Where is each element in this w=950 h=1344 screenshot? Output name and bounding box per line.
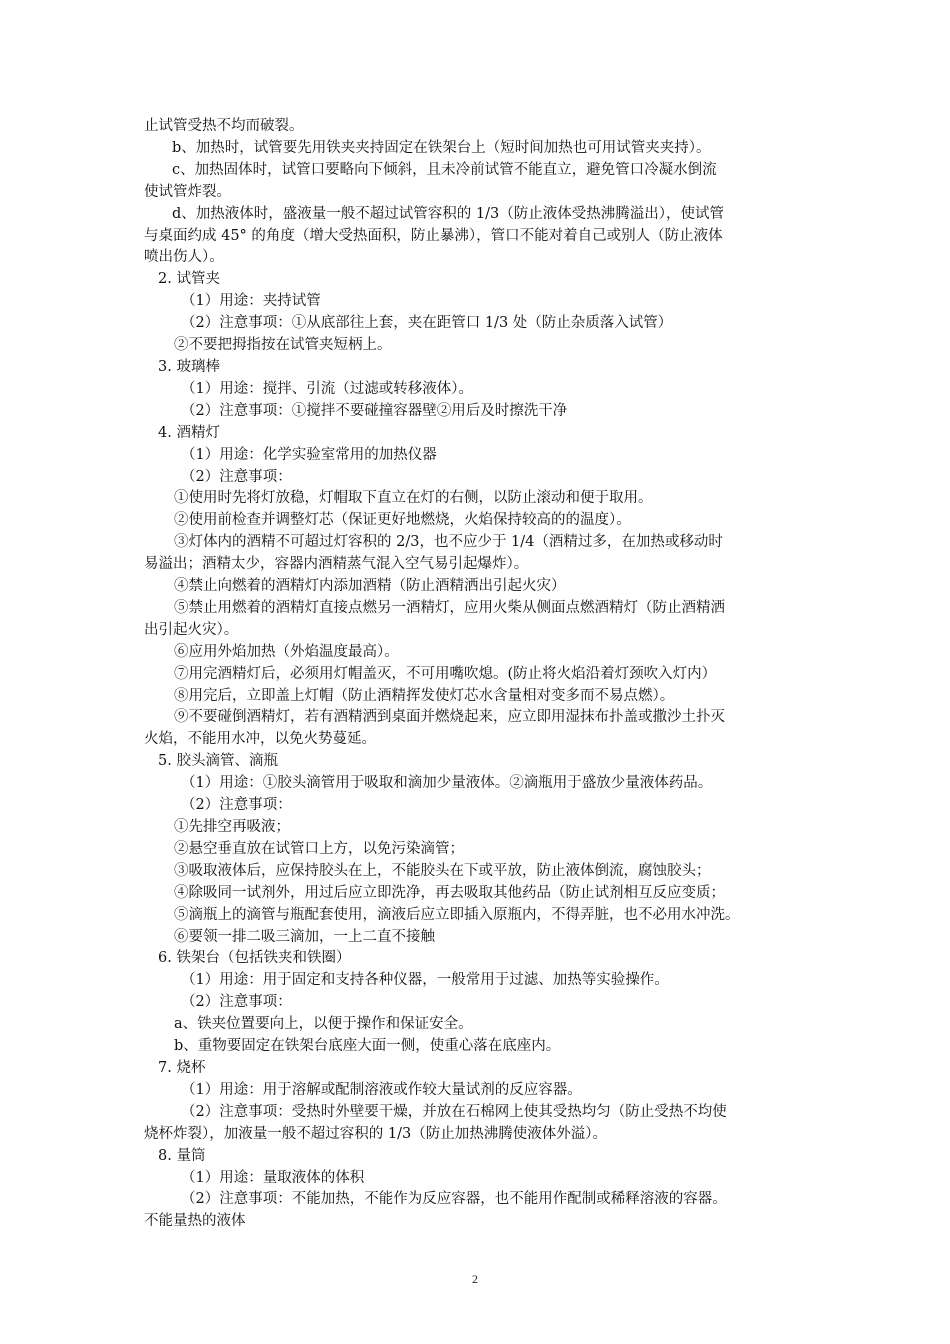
text-line: ⑧用完后，立即盖上灯帽（防止酒精挥发使灯芯水含量相对变多而不易点燃）。 <box>174 687 675 704</box>
text-line: ②使用前检查并调整灯芯（保证更好地燃烧，火焰保持较高的的温度）。 <box>174 512 631 529</box>
text-line: ⑤滴瓶上的滴管与瓶配套使用，滴液后应立即插入原瓶内，不得弄脏，也不必用水冲洗。 <box>174 906 740 923</box>
text-line: ④除吸同一试剂外，用过后应立即洗净，再去吸取其他药品（防止试剂相互反应变质； <box>174 884 725 901</box>
text-line: 4. 酒精灯 <box>158 424 220 441</box>
text-line: ⑥应用外焰加热（外焰温度最高）。 <box>174 643 399 660</box>
text-line: （2）注意事项： <box>181 468 292 485</box>
text-line: ②不要把拇指按在试管夹短柄上。 <box>174 337 392 354</box>
text-line: 3. 玻璃棒 <box>158 358 220 375</box>
text-line: 火焰，不能用水冲，以免火势蔓延。 <box>144 731 376 748</box>
text-line: ⑦用完酒精灯后，必须用灯帽盖灭，不可用嘴吹熄。(防止将火焰沿着灯颈吹入灯内） <box>174 665 717 682</box>
text-line: b、加热时，试管要先用铁夹夹持固定在铁架台上（短时间加热也可用试管夹夹持）。 <box>172 139 711 156</box>
text-line: c、加热固体时，试管口要略向下倾斜，且未冷前试管不能直立，避免管口冷凝水倒流 <box>172 161 717 178</box>
text-line: ④禁止向燃着的酒精灯内添加酒精（防止酒精洒出引起火灾） <box>174 578 566 595</box>
text-line: ⑨不要碰倒酒精灯，若有酒精洒到桌面并燃烧起来，应立即用湿抹布扑盖或撒沙土扑灭 <box>174 709 725 726</box>
text-line: 5. 胶头滴管、滴瓶 <box>158 753 278 770</box>
text-line: ②悬空垂直放在试管口上方，以免污染滴管； <box>174 840 464 857</box>
text-line: （2）注意事项： <box>181 994 292 1011</box>
text-line: （1）用途：搅拌、引流（过滤或转移液体）。 <box>181 380 473 397</box>
text-line: ①使用时先将灯放稳，灯帽取下直立在灯的右侧，以防止滚动和便于取用。 <box>174 490 653 507</box>
text-line: 2. 试管夹 <box>158 271 220 288</box>
text-line: （2）注意事项：①搅拌不要碰撞容器壁②用后及时擦洗干净 <box>181 402 568 419</box>
text-line: ⑥要领一排二吸三滴加，一上二直不接触 <box>174 928 435 945</box>
text-line: ⑤禁止用燃着的酒精灯直接点燃另一酒精灯，应用火柴从侧面点燃酒精灯（防止酒精洒 <box>174 599 725 616</box>
text-line: 出引起火灾）。 <box>144 621 239 638</box>
text-line: 使试管炸裂。 <box>144 183 231 200</box>
text-line: 不能量热的液体 <box>144 1213 246 1230</box>
text-line: （2）注意事项：①从底部往上套，夹在距管口 1/3 处（防止杂质落入试管） <box>181 315 673 332</box>
text-line: （2）注意事项：受热时外壁要干燥，并放在石棉网上使其受热均匀（防止受热不均使 <box>181 1103 727 1120</box>
text-line: （1）用途：用于固定和支持各种仪器，一般常用于过滤、加热等实验操作。 <box>181 972 669 989</box>
text-line: 止试管受热不均而破裂。 <box>144 118 304 134</box>
text-line: 6. 铁架台（包括铁夹和铁圈） <box>158 950 351 967</box>
document-body <box>144 116 812 1233</box>
text-line: （1）用途：化学实验室常用的加热仪器 <box>181 446 437 463</box>
text-line: a、铁夹位置要向上，以便于操作和保证安全。 <box>174 1016 473 1033</box>
text-line: 与桌面约成 45° 的角度（增大受热面积，防止暴沸），管口不能对着自己或别人（防止液体 <box>144 227 723 244</box>
text-line: b、重物要固定在铁架台底座大面一侧，使重心落在底座内。 <box>174 1038 561 1055</box>
text-line: （2）注意事项：不能加热，不能作为反应容器，也不能用作配制或稀释溶液的容器。 <box>181 1191 727 1208</box>
text-line: （1）用途：夹持试管 <box>181 293 321 310</box>
text-line: （1）用途：用于溶解或配制溶液或作较大量试剂的反应容器。 <box>181 1081 582 1098</box>
page-number: 2 <box>472 1272 478 1286</box>
text-line: （1）用途：①胶头滴管用于吸取和滴加少量液体。②滴瓶用于盛放少量液体药品。 <box>181 775 713 792</box>
text-line: ③灯体内的酒精不可超过灯容积的 2/3，也不应少于 1/4（酒精过多，在加热或移动时 <box>174 534 723 551</box>
text-line: 7. 烧杯 <box>158 1059 206 1076</box>
text-line: d、加热液体时，盛液量一般不超过试管容积的 1/3（防止液体受热沸腾溢出），使试管 <box>172 205 724 222</box>
text-line: 烧杯炸裂），加液量一般不超过容积的 1/3（防止加热沸腾使液体外溢）。 <box>144 1125 607 1142</box>
text-line: ①先排空再吸液； <box>174 819 290 835</box>
text-line: 8. 量筒 <box>158 1147 206 1164</box>
text-line: ③吸取液体后，应保持胶头在上，不能胶头在下或平放，防止液体倒流，腐蚀胶头； <box>174 862 711 879</box>
text-line: 易溢出；酒精太少，容器内酒精蒸气混入空气易引起爆炸）。 <box>144 556 529 573</box>
text-line: 喷出伤人）。 <box>144 249 224 266</box>
text-line: （2）注意事项： <box>181 797 292 814</box>
text-line: （1）用途：量取液体的体积 <box>181 1169 365 1186</box>
